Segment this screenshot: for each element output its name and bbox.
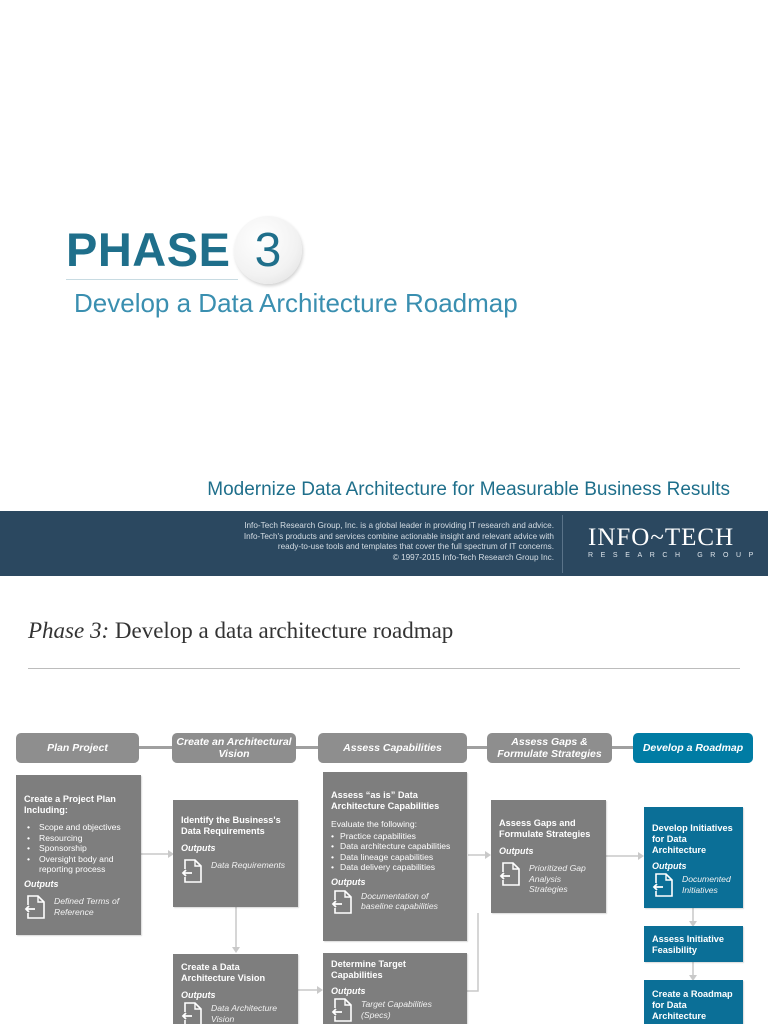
output-row (331, 998, 459, 1022)
list-item: • Scope and objectives (24, 822, 133, 833)
output-row (24, 895, 133, 919)
output-row (331, 890, 459, 914)
logo-main-text: INFO~TECH (588, 524, 735, 551)
box-description: Evaluate the following: (331, 819, 417, 829)
list-item: • Practice capabilities (331, 831, 459, 842)
box-title: Assess “as is” Data Architecture Capabilities (331, 790, 440, 811)
outputs-label: Outputs (652, 861, 687, 871)
arrow-target-to-gaps (467, 913, 478, 991)
footer-line: © 1997-2015 Info-Tech Research Group Inc. (392, 552, 554, 562)
box-project-plan (16, 775, 141, 935)
box-develop-initiatives (644, 807, 743, 908)
phase-number-badge: 3 (234, 216, 302, 284)
document-output-icon (331, 890, 353, 914)
output-text: Defined Terms of Reference (54, 895, 120, 917)
box-assess-gaps (491, 800, 606, 913)
document-output-icon (331, 998, 353, 1022)
document-output-icon (499, 862, 521, 886)
document-output-icon (181, 1002, 203, 1024)
slide2-title-text: Develop a data architecture roadmap (109, 618, 454, 643)
deck-title: Modernize Data Architecture for Measurable Business Results (207, 479, 730, 500)
list-item: • Oversight body and reporting process (24, 854, 133, 875)
box-title: Create a Data Architecture Vision (181, 962, 266, 983)
output-row (652, 873, 735, 897)
document-output-icon (181, 859, 203, 883)
arrowhead (232, 947, 240, 953)
phase-pill-architectural-vision: Create an Architectural Vision (172, 733, 296, 763)
phase-pill-plan-project: Plan Project (16, 733, 139, 763)
outputs-label: Outputs (499, 846, 534, 856)
box-title: Create a Roadmap for Data Architecture (652, 989, 733, 1021)
box-title: Determine Target Capabilities (331, 959, 406, 980)
logo-sub-text: RESEARCH GROUP (588, 552, 761, 559)
output-text: Target Capabilities (Specs) (361, 999, 432, 1020)
output-text: Data Requirements (211, 860, 286, 870)
slide2-title-phase: Phase 3: (28, 618, 110, 643)
plan-item-list (24, 822, 133, 875)
output-text: Documented Initiatives (682, 874, 731, 895)
list-item: • Data delivery capabilities (331, 862, 459, 873)
footer-line: Info-Tech Research Group, Inc. is a global leader in providing IT research and advice. (244, 521, 554, 530)
output-row (181, 1002, 290, 1024)
outputs-label: Outputs (181, 990, 216, 1000)
output-text: Prioritized Gap Analysis Strategies (529, 863, 586, 895)
box-title: Assess Gaps and Formulate Strategies (499, 818, 591, 839)
box-architecture-vision (173, 954, 298, 1024)
footer-line: Info-Tech's products and services combine actionable insight and relevant advice with (243, 531, 554, 541)
document-output-icon (652, 873, 674, 897)
outputs-label: Outputs (24, 878, 59, 889)
list-item: • Sponsorship (24, 843, 133, 854)
outputs-label: Outputs (181, 843, 216, 853)
outputs-label: Outputs (331, 876, 366, 887)
phase-pill-assess-capabilities: Assess Capabilities (318, 733, 467, 763)
capability-list (331, 831, 459, 873)
box-title: Assess Initiative Feasibility (652, 934, 725, 955)
phase-title: PHASE (66, 223, 231, 276)
box-title: Develop Initiatives for Data Architecture (652, 823, 733, 855)
list-item: • Resourcing (24, 833, 133, 844)
output-text: Documentation of baseline capabilities (361, 890, 438, 912)
box-assess-as-is (323, 772, 467, 941)
document-output-icon (24, 895, 46, 919)
outputs-label: Outputs (331, 986, 366, 996)
box-assess-feasibility (644, 926, 743, 962)
box-target-capabilities (323, 953, 467, 1024)
box-title: Identify the Business's Data Requirements (181, 815, 281, 836)
output-row (181, 859, 290, 883)
box-identify-requirements (173, 800, 298, 907)
box-title: Create a Project Plan Including: (24, 794, 116, 815)
phase-subtitle: Develop a Data Architecture Roadmap (74, 288, 518, 318)
list-item: • Data architecture capabilities (331, 841, 459, 852)
footer-line: ready-to-use tools and templates that cover the full spectrum of IT concerns. (277, 542, 554, 552)
box-create-roadmap (644, 980, 743, 1024)
phase-pill-assess-gaps: Assess Gaps & Formulate Strategies (487, 733, 612, 763)
phase-pill-develop-roadmap: Develop a Roadmap (633, 733, 753, 763)
list-item: • Data lineage capabilities (331, 852, 459, 863)
output-text: Data Architecture Vision (211, 1003, 278, 1024)
output-row (499, 862, 598, 895)
